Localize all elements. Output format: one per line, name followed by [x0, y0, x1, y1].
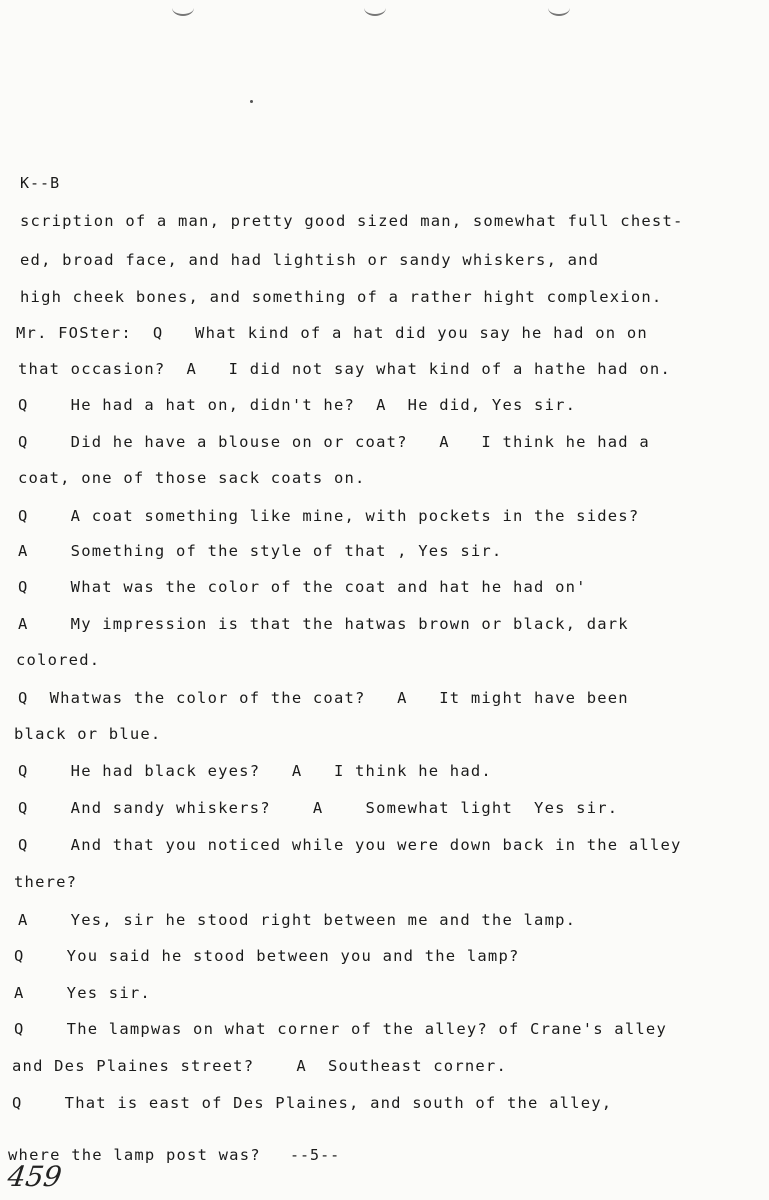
transcript-line: coat, one of those sack coats on. [18, 469, 366, 487]
transcript-line: Q And sandy whiskers? A Somewhat light Yes sir. [18, 799, 619, 817]
transcript-line: high cheek bones, and something of a rather hight complexion. [20, 288, 663, 306]
paper-speck [250, 100, 253, 103]
page-header: K--B [20, 174, 61, 192]
transcript-line: Q He had a hat on, didn't he? A He did, Yes sir. [18, 396, 577, 414]
transcript-line: and Des Plaines street? A Southeast corner. [12, 1057, 507, 1075]
transcript-line: black or blue. [14, 725, 162, 743]
transcript-line: A Yes, sir he stood right between me and the lamp. [18, 911, 577, 929]
transcript-line: scription of a man, pretty good sized man, somewhat full chest- [20, 212, 684, 230]
transcript-line: Mr. FOSter: Q What kind of a hat did you say he had on on [16, 324, 648, 342]
transcript-line: Q And that you noticed while you were down back in the alley [18, 836, 682, 854]
punch-hole-mark [172, 0, 194, 16]
transcript-line: that occasion? A I did not say what kind of a hathe had on. [18, 360, 671, 378]
transcript-line: colored. [16, 651, 101, 669]
transcript-line: Q You said he stood between you and the lamp? [14, 947, 520, 965]
transcript-line: Q Whatwas the color of the coat? A It might have been [18, 689, 629, 707]
transcript-line: A Yes sir. [14, 984, 151, 1002]
transcript-line: Q He had black eyes? A I think he had. [18, 762, 492, 780]
transcript-line: where the lamp post was? [8, 1146, 261, 1164]
transcript-line: Q The lampwas on what corner of the alley? of Crane's alley [14, 1020, 667, 1038]
transcript-line: Q A coat something like mine, with pockets in the sides? [18, 507, 640, 525]
transcript-line: Q That is east of Des Plaines, and south of the alley, [12, 1094, 613, 1112]
page-number: --5-- [290, 1146, 341, 1164]
transcript-line: A My impression is that the hatwas brown or black, dark [18, 615, 629, 633]
transcript-line: A Something of the style of that , Yes sir. [18, 542, 503, 560]
handwritten-page-number: 459 [5, 1160, 64, 1193]
transcript-line: Q Did he have a blouse on or coat? A I think he had a [18, 433, 650, 451]
punch-hole-mark [364, 0, 386, 16]
transcript-line: ed, broad face, and had lightish or sandy whiskers, and [20, 251, 600, 269]
transcript-line: there? [14, 873, 78, 891]
punch-hole-mark [548, 0, 570, 16]
transcript-line: Q What was the color of the coat and hat he had on' [18, 578, 587, 596]
